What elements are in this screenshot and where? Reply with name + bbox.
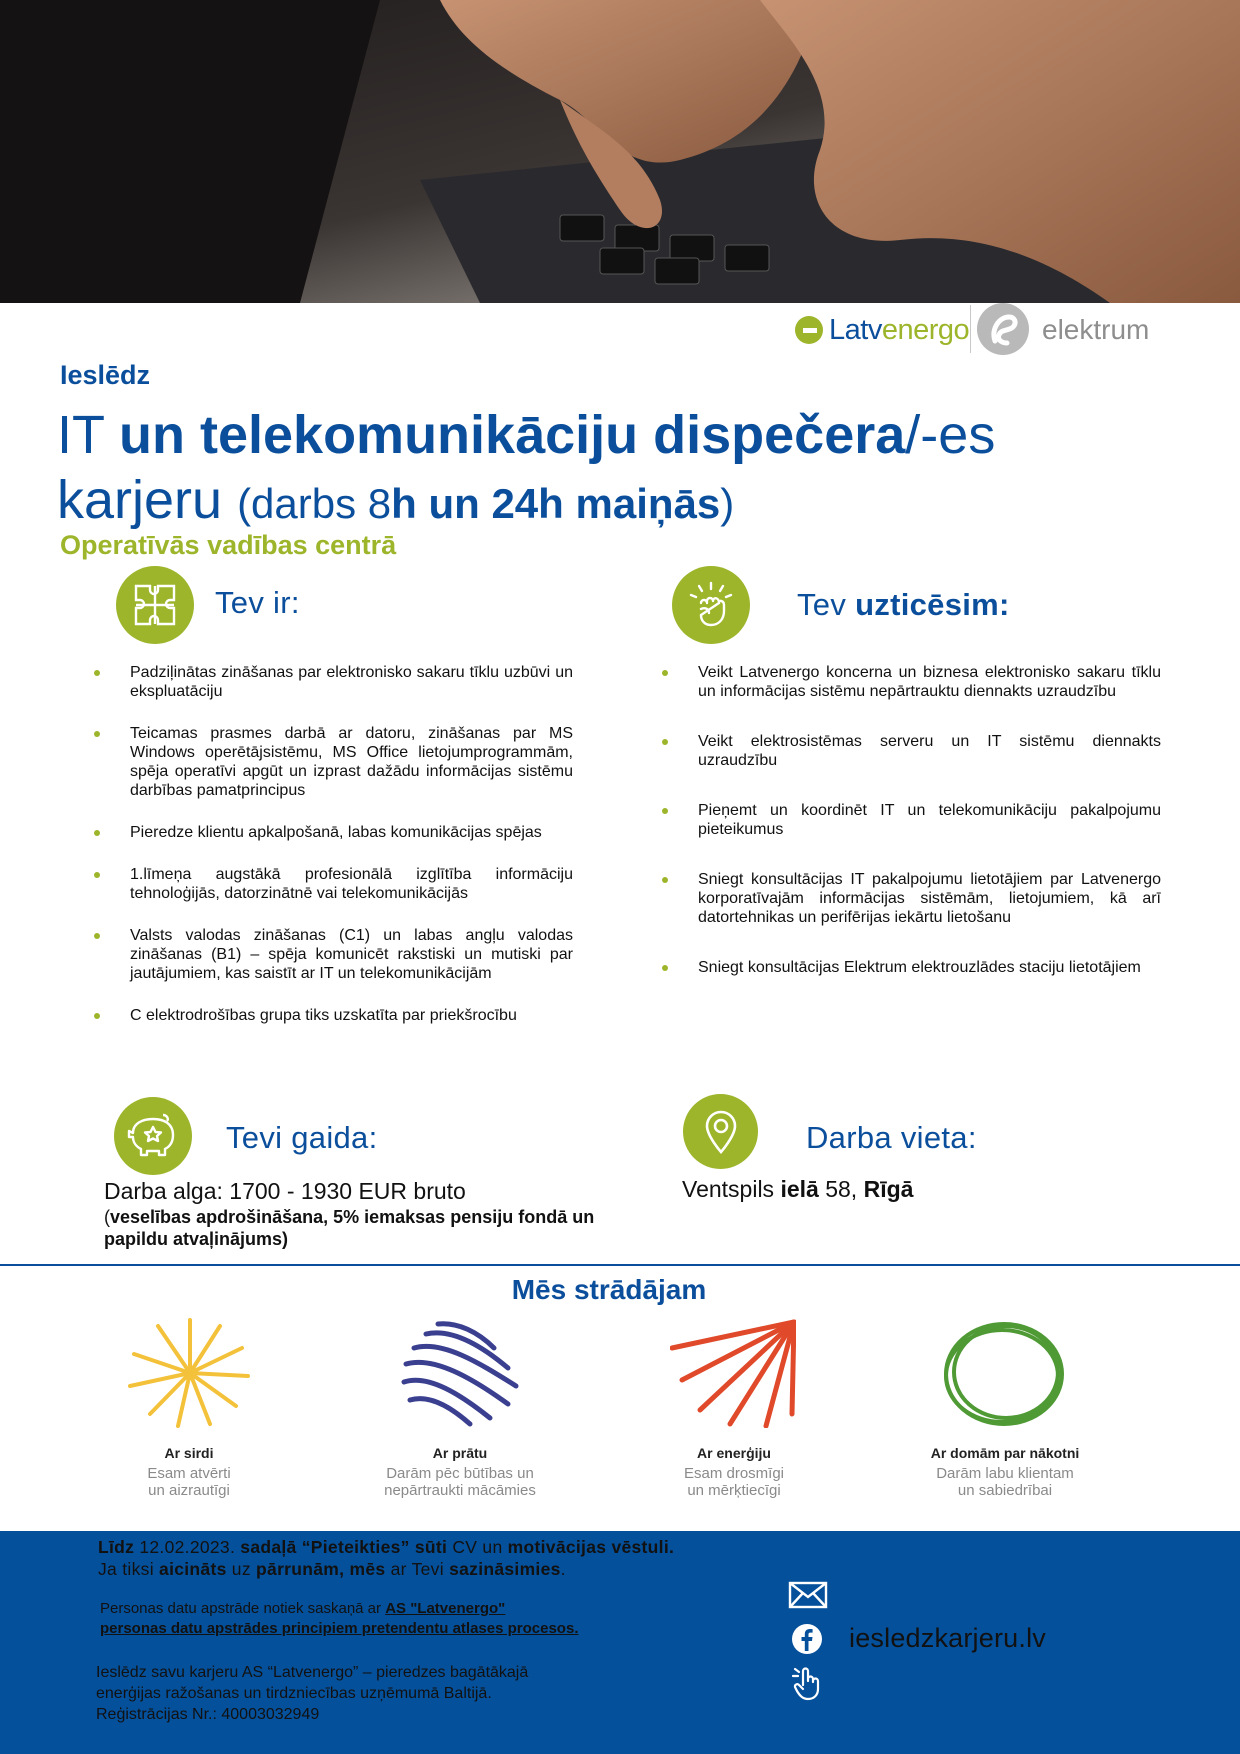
- privacy-link[interactable]: AS "Latvenergo": [385, 1600, 506, 1617]
- kicker: Ieslēdz: [60, 360, 151, 390]
- elektrum-logo: elektrum: [1042, 314, 1150, 345]
- puzzle-icon: [116, 566, 194, 644]
- list-item: Pieņemt un koordinēt IT un telekomunikāciju pakalpojumu pieteikumus: [698, 802, 1161, 838]
- requirements-list: [130, 663, 573, 1025]
- list-item: Padziļinātas zināšanas par elektronisko sakaru tīklu uzbūvi un ekspluatāciju: [130, 664, 573, 700]
- pointer-hand-icon[interactable]: [791, 1665, 823, 1706]
- section-heading-darba-vieta: Darba vieta:: [806, 1120, 977, 1155]
- envelope-icon[interactable]: [788, 1581, 828, 1614]
- list-item: Sniegt konsultācijas IT pakalpojumu lietotājiem par Latvenergo korporatīvajām informācijas sistēmām, lietojumiem, kā arī datortehnikas un perifērijas iekārtu lietošanu: [698, 871, 1161, 926]
- value-icon-energy: [670, 1318, 796, 1433]
- value-future: Ar domām par nākotni Darām labu klientam un sabiedrībai: [930, 1445, 1080, 1499]
- page-subtitle: Operatīvās vadības centrā: [60, 530, 397, 560]
- list-item: Veikt elektrosistēmas serveru un IT sistēmu diennakts uzraudzību: [698, 733, 1161, 769]
- privacy-link-cont[interactable]: personas datu apstrādes principiem pretendentu atlases procesos.: [100, 1620, 579, 1637]
- value-icon-future: [942, 1318, 1068, 1433]
- benefits: (veselības apdrošināšana, 5% iemaksas pensiju fondā un papildu atvaļinājums): [104, 1207, 595, 1249]
- privacy-notice: Personas datu apstrāde notiek saskaņā ar AS "Latvenergo" personas datu apstrādes principiem pretendentu atlases procesos.: [100, 1600, 579, 1637]
- application-instructions: Līdz 12.02.2023. sadaļā “Pieteikties” sūti CV un motivācijas vēstuli. Ja tiksi aicināts uz pārrunām, mēs ar Tevi sazināsimies.: [98, 1537, 675, 1579]
- piggy-bank-icon: [114, 1097, 192, 1175]
- list-item: Veikt Latvenergo koncerna un biznesa elektronisko sakaru tīklu un informācijas sistēmu nepārtrauktu diennakts uzraudzību: [698, 664, 1161, 700]
- list-item: Sniegt konsultācijas Elektrum elektrouzlādes staciju lietotājiem: [698, 958, 1161, 977]
- location-pin-icon: [683, 1094, 758, 1169]
- section-divider: [0, 1264, 1240, 1266]
- fist-icon: [672, 566, 750, 644]
- workplace-address: Ventspils ielā 58, Rīgā: [682, 1176, 914, 1202]
- value-mind: Ar prātu Darām pēc būtības un nepārtraukti mācāmies: [384, 1445, 536, 1499]
- section-heading-tevi-gaida: Tevi gaida:: [226, 1120, 378, 1155]
- page-title-line2: karjeru (darbs 8h un 24h maiņās): [57, 470, 735, 530]
- list-item: 1.līmeņa augstākā profesionālā izglītība informāciju tehnoloģijās, datorzinātnē vai telekomunikācijās: [130, 866, 573, 902]
- logo-divider: [970, 305, 971, 353]
- hero-photo: [0, 0, 1240, 303]
- value-icon-heart: [128, 1318, 252, 1433]
- section-heading-tev-uzticesim: Tev uzticēsim:: [797, 587, 1010, 622]
- value-icon-mind: [398, 1318, 524, 1433]
- page-title-line1: IT un telekomunikāciju dispečera/-es: [57, 405, 996, 465]
- list-item: Pieredze klientu apkalpošanā, labas komunikācijas spējas: [130, 823, 573, 842]
- values-title: Mēs strādājam: [511, 1274, 707, 1305]
- responsibilities-list: [698, 663, 1161, 977]
- list-item: C elektrodrošības grupa tiks uzskatīta par priekšrocību: [130, 1006, 573, 1025]
- laptop-hands-photo: [0, 0, 1240, 303]
- elektrum-mark-icon: [977, 303, 1029, 355]
- salary: Darba alga: 1700 - 1930 EUR bruto: [104, 1178, 466, 1204]
- website-link[interactable]: iesledzkarjeru.lv: [849, 1623, 1046, 1653]
- facebook-icon[interactable]: [791, 1623, 823, 1660]
- value-energy: Ar enerģiju Esam drosmīgi un mērķtiecīgi: [683, 1445, 785, 1499]
- value-heart: Ar sirdi Esam atvērti un aizrautīgi: [147, 1445, 231, 1499]
- list-item: Teicamas prasmes darbā ar datoru, zināšanas par MS Windows operētājsistēmu, MS Office lietojumprogrammām, spēja operatīvi apgūt un izprast dažādu informācijas sistēmu darbības pamatprincipus: [130, 725, 573, 799]
- latvenergo-mark-icon: [795, 316, 823, 344]
- latvenergo-logo: Latvenergo: [795, 310, 969, 350]
- list-item: Valsts valodas zināšanas (C1) un labas angļu valodas zināšanas (B1) – spēja komunicēt rakstiski un mutiski par jautājumiem, kas saistīt ar IT un telekomunikācijām: [130, 927, 573, 982]
- company-about: Ieslēdz savu karjeru AS “Latvenergo” – pieredzes bagātākajā enerģijas ražošanas un tirdzniecības uzņēmumā Baltijā. Reģistrācijas Nr.: 40003032949: [96, 1664, 529, 1723]
- section-heading-tev-ir: Tev ir:: [215, 585, 300, 620]
